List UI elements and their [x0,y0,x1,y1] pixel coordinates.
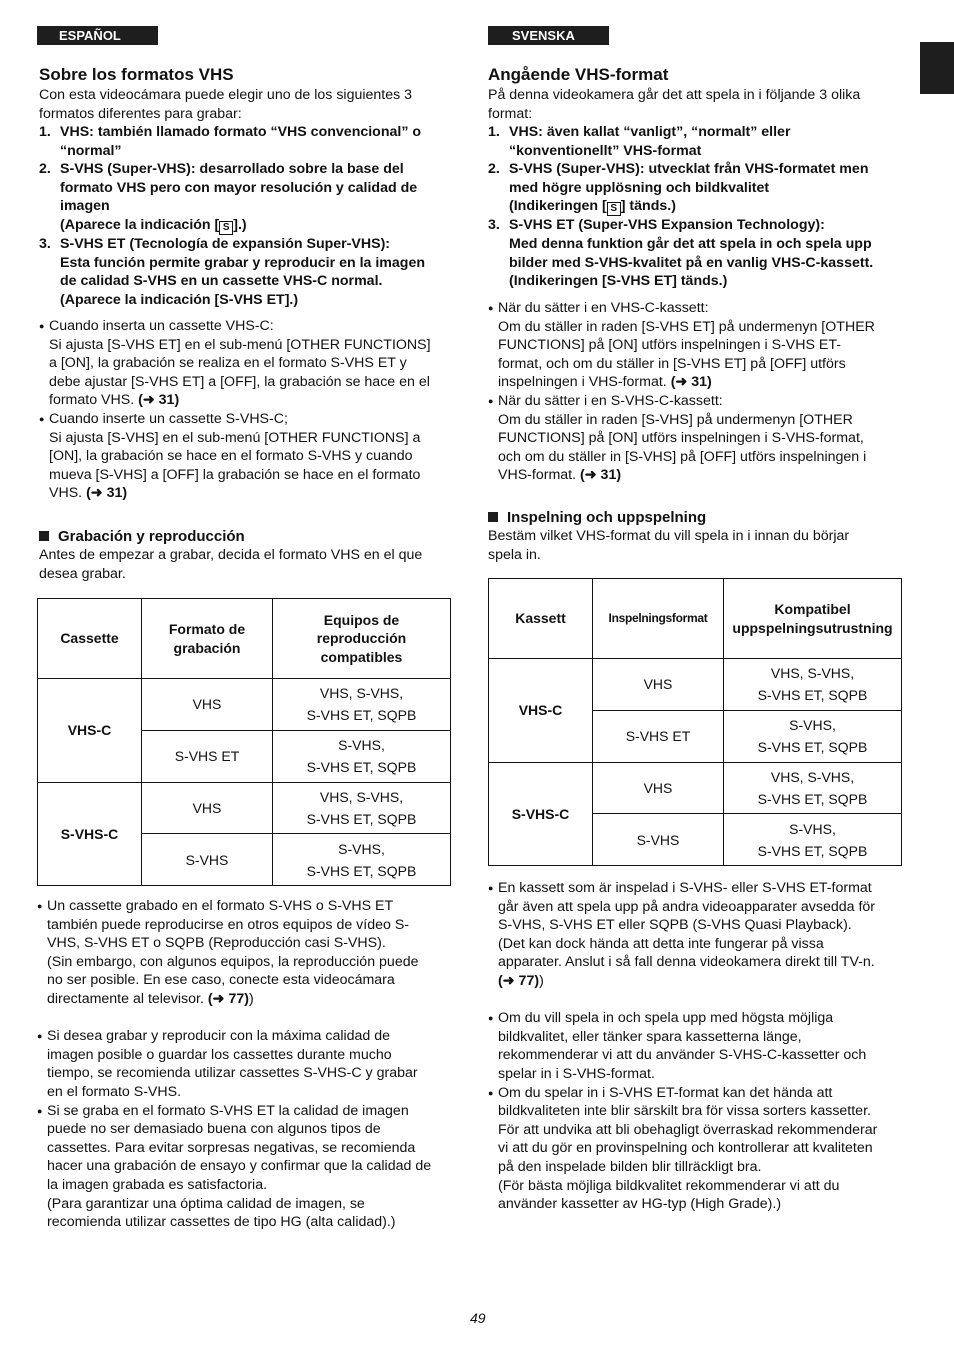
subsection-title-sv [488,509,706,527]
bullet-line: (Det kan dock hända att detta inte fungerar på vissa [498,935,824,952]
bullet-line: debe ajustar [S-VHS ET] a [OFF], la grabación se hace en el [49,373,430,390]
item-line: VHS: también llamado formato “VHS convencional” o [60,124,422,140]
bullet-line: Om du ställer in raden [S-VHS] på undermenyn [OTHER [498,411,853,428]
intro-line: Con esta videocámara puede elegir uno de los siguientes 3 [39,87,413,103]
subsection-intro-es [39,546,459,583]
bullet-item [488,1084,908,1214]
bullets-cassette-es [39,317,459,503]
table-row [38,782,451,834]
bullet-text: directamente al televisor. [47,990,204,1007]
bullet-line: ● När du sätter i en S-VHS-C-kassett: [498,392,723,409]
bullet-line: spelar in i S-VHS-format. [498,1065,655,1082]
bullet-line: på den inspelade bilden blir tillräckligt bra. [498,1158,762,1175]
item-line: S-VHS (Super-VHS): utvecklat från VHS-formatet men [509,161,869,178]
bullet-line: mueva [S-VHS] a [OFF] la grabación se hace en el formato [49,466,421,483]
bullet-line: ● Si desea grabar y reproducir con la máxima calidad de [47,1028,391,1045]
cassette-cell: S-VHS-C [489,762,593,866]
bullet-text: VHS. [49,485,83,502]
header-format: Inspelningsformat [593,579,724,659]
format-table-es [37,598,451,886]
bullet-line [49,484,459,503]
bullet-line: använder kassetter av HG-typ (High Grade).) [498,1196,782,1213]
bullet-line: (Para garantizar una óptima calidad de imagen, se [47,1195,365,1212]
bullet-line: ● En kassett som är inspelad i S-VHS- eller S-VHS ET-format [498,880,872,896]
bullet-line: (Sin embargo, con algunos equipos, la reproducción puede [47,953,419,970]
format-cell: VHS [593,659,724,711]
format-cell: VHS [142,782,273,834]
bullet-line: ● Cuando inserta un cassette VHS-C: [49,318,274,334]
compat-cell: VHS, S-VHS, S-VHS ET, SQPB [724,659,902,711]
page-reference: (➜ 31) [580,467,622,484]
format-list-es [39,123,459,309]
cassette-cell: VHS-C [38,679,142,783]
item-line: S-VHS ET (Tecnología de expansión Super-VHS): [60,235,391,252]
table-header-row [38,599,451,679]
bullet-line: rekommenderar vi att du använder S-VHS-C-kassetter och [498,1047,867,1064]
item-number: 1. [39,124,51,140]
bullet-line: ● När du sätter i en VHS-C-kassett: [498,300,709,316]
list-item [488,123,908,160]
bullet-line: bildkvalitet, eller tänker spara kassetterna länge, [498,1028,802,1045]
item-number: 2. [39,161,51,178]
bullet-line: går även att spela upp på andra videoapparater avsedda för [498,898,876,915]
bullet-line: (För bästa möjliga bildkvalitet rekommenderar vi att du [498,1177,840,1194]
bullet-line: S-VHS, S-VHS ET eller SQPB (S-VHS Quasi Playback). [498,917,852,934]
cassette-cell: VHS-C [489,659,593,763]
item-note [60,216,459,235]
bullet-line: a [ON], la grabación se realiza en el formato S-VHS ET y [49,355,407,372]
bullets-notes-sv [488,879,908,1214]
bullet-line [47,990,457,1009]
table-header-row [489,579,902,659]
bullet-item [37,1027,457,1101]
bullet-text: VHS-format. [498,467,577,484]
item-number: 3. [39,235,51,252]
bullet-tail: ) [248,990,254,1007]
compat-cell: VHS, S-VHS, S-VHS ET, SQPB [273,782,451,834]
bullet-line: la imagen grabada es satisfactoria. [47,1176,268,1193]
bullet-line: ● Un cassette grabado en el formato S-VHS o S-VHS ET [47,898,394,914]
format-cell: S-VHS ET [142,730,273,782]
bullet-text: inspelningen i VHS-format. [498,374,667,391]
item-line: S-VHS (Super-VHS): desarrollado sobre la base del [60,161,404,178]
bullet-line: puede no ser demasiado buena con algunos tipos de [47,1121,381,1138]
bullet-item [488,299,908,392]
list-item [39,123,459,160]
bullet-line: ● Cuando inserte un cassette S-VHS-C; [49,410,288,427]
format-cell: S-VHS [142,834,273,886]
item-line: (Indikeringen [S-VHS ET] tänds.) [509,273,728,290]
page-number: 49 [470,1310,486,1326]
note-pre: (Indikeringen [ [509,198,607,215]
note-post: ] tänds.) [620,198,676,215]
bullet-item [488,1009,908,1083]
list-item [39,160,459,235]
intro-line: Bestäm vilket VHS-format du vill spela in i innan du börjar [488,528,850,544]
item-number: 2. [488,161,500,178]
format-cell: VHS [142,679,273,731]
table-row [489,659,902,711]
bullet-line: Si ajusta [S-VHS] en el sub-menú [OTHER FUNCTIONS] a [49,429,421,446]
bullet-line: apparater. Anslut i så fall denna videokamera direkt till TV-n. [498,954,875,971]
language-tab-sv: SVENSKA [488,26,609,45]
intro-line: Antes de empezar a grabar, decida el formato VHS en el que [39,547,423,563]
bullet-item [488,392,908,485]
bullet-item [39,410,459,503]
page-reference: (➜ 77) [498,972,540,989]
page-reference: (➜ 31) [138,392,180,409]
list-item [488,160,908,216]
format-cell: S-VHS ET [593,710,724,762]
bullet-line: tiempo, se recomienda utilizar cassettes S-VHS-C y grabar [47,1065,418,1082]
item-line: “konventionellt” VHS-format [509,142,702,159]
page-reference: (➜ 31) [86,485,128,502]
intro-line: formatos diferentes para grabar: [39,105,242,122]
bullet-line [498,972,908,991]
bullet-line: en el formato S-VHS. [47,1083,182,1100]
item-note [509,197,908,216]
bullet-line: imagen posible o guardar los cassettes durante mucho [47,1046,392,1063]
bullet-line: och om du ställer in [S-VHS] på [OFF] utförs inspelningen i [498,448,867,465]
table-row [489,762,902,814]
item-line: (Aparece la indicación [S-VHS ET].) [60,291,299,308]
header-cassette: Cassette [38,599,142,679]
bullet-line: no ser posible. En ese caso, conecte esta videocámara [47,972,395,989]
bullets-notes-es [37,897,457,1232]
item-line: med högre upplösning och bildkvalitet [509,179,770,196]
bullet-line: FUNCTIONS] på [ON] utförs inspelningen i S-VHS ET- [498,337,841,354]
intro-line: På denna videokamera går det att spela in i följande 3 olika [488,87,861,103]
bullet-line: ● Om du spelar in i S-VHS ET-format kan det hända att [498,1084,833,1101]
table-row [38,679,451,731]
square-bullet-icon [39,531,49,541]
cassette-cell: S-VHS-C [38,782,142,886]
item-line: de calidad S-VHS en un cassette VHS-C normal. [60,273,383,290]
bullet-item [37,897,457,1009]
subsection-intro-sv [488,527,908,564]
intro-line: format: [488,105,533,122]
intro-line: desea grabar. [39,565,126,582]
bullet-item [488,879,908,991]
bullet-item [37,1102,457,1232]
section-title-sv: Angående VHS-format [488,65,669,84]
header-compatible: Equipos de reproducción compatibles [273,599,451,679]
subsection-title-es [39,528,245,546]
bullets-cassette-sv [488,299,908,485]
format-cell: S-VHS [593,814,724,866]
bullet-line: ● Si se graba en el formato S-VHS ET la calidad de imagen [47,1102,409,1119]
bullet-line: Si ajusta [S-VHS ET] en el sub-menú [OTHER FUNCTIONS] [49,336,431,353]
item-line: Esta función permite grabar y reproducir en la imagen [60,254,426,271]
compat-cell: S-VHS, S-VHS ET, SQPB [724,710,902,762]
bullet-line [498,373,908,392]
bullet-line: VHS, S-VHS ET o SQPB (Reproducción casi S-VHS). [47,935,386,952]
list-item [488,216,908,290]
bullet-line: vi att du gör en provinspelning och kontrollerar att kvaliteten [498,1140,873,1157]
format-table-sv [488,578,902,866]
bullet-line [498,466,908,485]
bullet-line: [ON], la grabación se hace en el formato S-VHS y cuando [49,448,413,465]
item-line: bilder med S-VHS-kvalitet på en vanlig VHS-C-kassett. [509,254,874,271]
note-pre: (Aparece la indicación [ [60,216,220,233]
bullet-text: formato VHS. [49,392,135,409]
header-cassette: Kassett [489,579,593,659]
bullet-line: bildkvaliteten inte blir särskilt bra för vissa sorters kassetter. [498,1103,871,1120]
intro-line: spela in. [488,546,541,563]
intro-sv [488,86,908,123]
section-title-es: Sobre los formatos VHS [39,65,234,84]
header-format: Formato de grabación [142,599,273,679]
s-vhs-indicator-icon: S [219,221,233,235]
compat-cell: S-VHS, S-VHS ET, SQPB [724,814,902,866]
bullet-line: För att undvika att bli obehagligt överraskad rekommenderar [498,1121,878,1138]
language-tab-es: ESPAÑOL [37,26,158,45]
note-post: ].) [233,216,247,233]
bullet-item [39,317,459,410]
header-compatible: Kompatibel uppspelningsutrustning [724,579,902,659]
s-vhs-indicator-icon: S [607,202,621,216]
item-line: imagen [60,198,110,215]
bullet-line [49,391,459,410]
chapter-tab [920,42,954,94]
bullet-line: también puede reproducirse en otros equipos de vídeo S- [47,916,410,933]
compat-cell: S-VHS, S-VHS ET, SQPB [273,730,451,782]
square-bullet-icon [488,512,498,522]
intro-es [39,86,459,123]
subsection-title-text: Grabación y reproducción [58,528,245,545]
list-item [39,235,459,309]
item-number: 1. [488,124,500,140]
item-line: VHS: även kallat “vanligt”, “normalt” eller [509,124,791,140]
bullet-line: hacer una grabación de ensayo y confirmar que la calidad de [47,1158,432,1175]
bullet-line: Om du ställer in raden [S-VHS ET] på undermenyn [OTHER [498,318,875,335]
item-number: 3. [488,217,500,234]
bullet-line: FUNCTIONS] på [ON] utförs inspelningen i S-VHS-format, [498,430,864,447]
bullet-line: format, och om du ställer in [S-VHS ET] på [OFF] utförs [498,355,846,372]
item-line: formato VHS pero con mayor resolución y calidad de [60,179,418,196]
bullet-line: cassettes. Para evitar sorpresas negativas, se recomienda [47,1139,416,1156]
compat-cell: VHS, S-VHS, S-VHS ET, SQPB [724,762,902,814]
bullet-line: recomienda utilizar cassettes de tipo HG (alta calidad).) [47,1214,396,1231]
item-line: S-VHS ET (Super-VHS Expansion Technology): [509,217,825,234]
page-reference: (➜ 31) [670,374,712,391]
subsection-title-text: Inspelning och uppspelning [507,509,707,526]
compat-cell: S-VHS, S-VHS ET, SQPB [273,834,451,886]
page-reference: (➜ 77) [207,990,249,1007]
bullet-line: ● Om du vill spela in och spela upp med högsta möjliga [498,1010,834,1027]
compat-cell: VHS, S-VHS, S-VHS ET, SQPB [273,679,451,731]
format-cell: VHS [593,762,724,814]
item-line: Med denna funktion går det att spela in och spela upp [509,235,872,252]
bullet-tail: ) [539,972,544,989]
item-line: “normal” [60,142,122,159]
format-list-sv [488,123,908,291]
